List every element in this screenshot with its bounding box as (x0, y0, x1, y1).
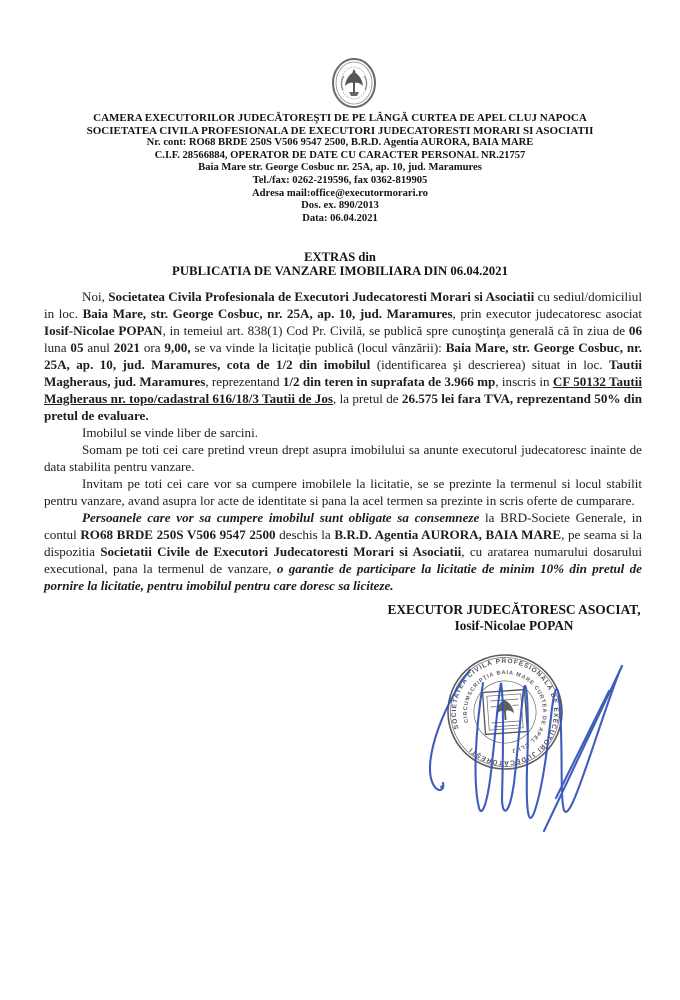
signer-title: EXECUTOR JUDECĂTORESC ASOCIAT, (387, 602, 641, 617)
stamp-inner-text: CIRCUMSCRIPŢIA BAIA MARE CURTEA DE APEL CLUJ (462, 669, 548, 754)
letterhead-line: Nr. cont: RO68 BRDE 250S V506 9547 2500, B.R.D. Agentia AURORA, BAIA MARE (146, 137, 534, 149)
paragraph: Somam pe toti cei care pretind vreun drept asupra imobilului sa anunte executorul judecatoresc inainte de data stabilita pentru vanzare. (44, 442, 642, 474)
paragraph: Invitam pe toti cei care vor sa cumpere imobilele la licitatie, se se prezinte la termenul si locul stabilit pentru vanzare, avand asupra lor acte de identitate si pana la acel termen sa prezinte in scris oferte de cumparare. (44, 476, 642, 508)
document-body (44, 288, 642, 594)
letterhead-line: CAMERA EXECUTORILOR JUDECĂTOREŞTI DE PE LÂNGĂ CURTEA DE APEL CLUJ NAPOCA (93, 112, 587, 124)
letterhead-line: C.I.F. 28566884, OPERATOR DE DATE CU CARACTER PERSONAL NR.21757 (154, 149, 526, 161)
paragraph: Imobilul se vinde liber de sarcini. (82, 425, 258, 440)
letterhead-email: Adresa mail:office@executormorari.ro (252, 187, 428, 199)
letterhead-line: Tel./fax: 0262-219596, fax 0362-819905 (252, 174, 428, 186)
signature-block (384, 602, 644, 634)
letterhead-case-number: Dos. ex. 890/2013 (301, 200, 379, 212)
title-line-publication: PUBLICATIA DE VANZARE IMOBILIARA DIN 06.04.2021 (172, 264, 508, 278)
paragraph: Persoanele care vor sa cumpere imobilul sunt obligate sa consemneze la BRD-Societe Generale, in contul RO68 BRDE 250S V506 9547 2500 deschis la B.R.D. Agentia AURORA, BAIA MARE, pe seama si la dispozitia Societatii Civile de Executori Judecatoresti Morari si Asociatii, cu aratarea numarului dosarului executional, pana la termenul de vanzare, o garantie de participare la licitatie de minim 10% din pretul de pornire la licitatie, pentru imobilul pentru care doresc sa liciteze. (44, 510, 642, 593)
letterhead-seal-icon (330, 56, 378, 110)
letterhead-date: Data: 06.04.2021 (302, 212, 378, 224)
stamp-outer-text: SOCIETATEA CIVILĂ PROFESIONALĂ DE EXECUTORI JUDECĂTOREŞTI (450, 657, 560, 767)
letterhead-line: SOCIETATEA CIVILA PROFESIONALA DE EXECUTORI JUDECATORESTI MORARI SI ASOCIATII (86, 124, 594, 137)
document-title (0, 250, 680, 279)
paragraph: Noi, Societatea Civila Profesionala de Executori Judecatoresti Morari si Asociatii cu sediul/domiciliul in loc. Baia Mare, str. George Cosbuc, nr. 25A, ap. 10, jud. Maramures, prin executor judecatoresc asociat Iosif-Nicolae POPAN, in temeiul art. 838(1) Cod Pr. Civilă, se publică spre cunoştinţa generală că în ziua de 06 luna 05 anul 2021 ora 9,00, se va vinde la licitaţie publică (locul vânzării): Baia Mare, str. George Cosbuc, nr. 25A, ap. 10, jud. Maramures, cota de 1/2 din imobilul (identificarea şi descrierea) situat in loc. Tautii Magheraus, jud. Maramures, reprezentand 1/2 din teren in suprafata de 3.966 mp, inscris in CF 50132 Tautii Magheraus nr. topo/cadastral 616/18/3 Tautii de Jos, la pretul de 26.575 lei fara TVA, reprezentand 50% din pretul de evaluare. (44, 289, 642, 423)
handwritten-signature-ink (413, 648, 638, 843)
title-line-extras: EXTRAS din (304, 250, 376, 264)
letterhead (0, 112, 680, 225)
letterhead-line: Baia Mare str. George Cosbuc nr. 25A, ap. 10, jud. Maramures (198, 162, 482, 174)
signer-name: Iosif-Nicolae POPAN (454, 618, 574, 633)
